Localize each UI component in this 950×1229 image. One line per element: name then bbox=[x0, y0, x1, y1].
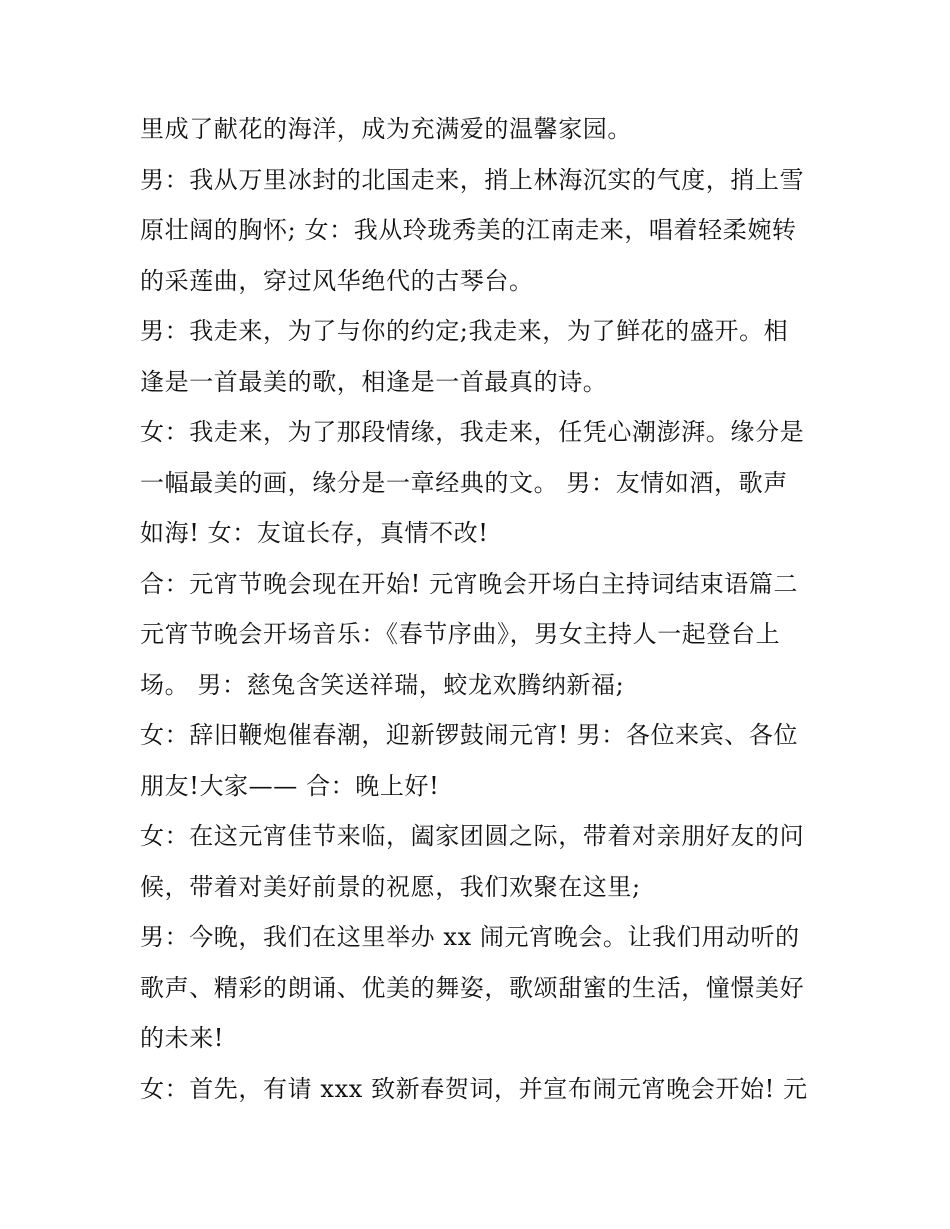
text-line: 的采莲曲，穿过风华绝代的古琴台。 bbox=[140, 266, 534, 295]
text-line: 一幅最美的画，缘分是一章经典的文。 男：友情如酒，歌声 bbox=[140, 468, 788, 497]
document-body bbox=[140, 104, 820, 1114]
text-line: 朋友!大家—— 合：晚上好! bbox=[140, 771, 440, 800]
text-line: 候，带着对美好前景的祝愿，我们欢聚在这里; bbox=[140, 872, 641, 901]
text-line: 元宵节晚会开场音乐：《春节序曲》，男女主持人一起登台上 bbox=[140, 620, 781, 648]
text-line: 女：首先，有请 xxx 致新春贺词，并宣布闹元宵晚会开始! 元 bbox=[140, 1074, 808, 1103]
text-line: 如海! 女：友谊长存，真情不改! bbox=[140, 519, 489, 547]
text-line: 歌声、精彩的朗诵、优美的舞姿，歌颂甜蜜的生活，憧憬美好 bbox=[140, 973, 805, 1002]
text-line: 原壮阔的胸怀; 女：我从玲珑秀美的江南走来，唱着轻柔婉转 bbox=[140, 216, 797, 244]
text-line: 场。 男：慈兔含笑送祥瑞，蛟龙欢腾纳新福; bbox=[140, 670, 625, 699]
text-line: 女：辞旧鞭炮催春潮，迎新锣鼓闹元宵! 男：各位来宾、各位 bbox=[140, 721, 799, 749]
text-line: 的未来! bbox=[140, 1024, 225, 1052]
text-line: 合：元宵节晚会现在开始! 元宵晚会开场白主持词结束语篇二 bbox=[140, 569, 799, 598]
text-line: 男：今晚，我们在这里举办 xx 闹元宵晚会。让我们用动听的 bbox=[140, 923, 800, 951]
text-line: 男：我从万里冰封的北国走来，捎上林海沉实的气度，捎上雪 bbox=[140, 165, 805, 194]
text-line: 女：我走来，为了那段情缘，我走来，任凭心潮澎湃。缘分是 bbox=[140, 418, 805, 446]
text-line: 男：我走来，为了与你的约定;我走来，为了鲜花的盛开。相 bbox=[140, 317, 789, 345]
text-line: 里成了献花的海洋，成为充满爱的温馨家园。 bbox=[140, 115, 632, 143]
text-line: 女：在这元宵佳节来临，阖家团圆之际，带着对亲朋好友的问 bbox=[140, 822, 805, 850]
text-line: 逢是一首最美的歌，相逢是一首最真的诗。 bbox=[140, 367, 608, 396]
